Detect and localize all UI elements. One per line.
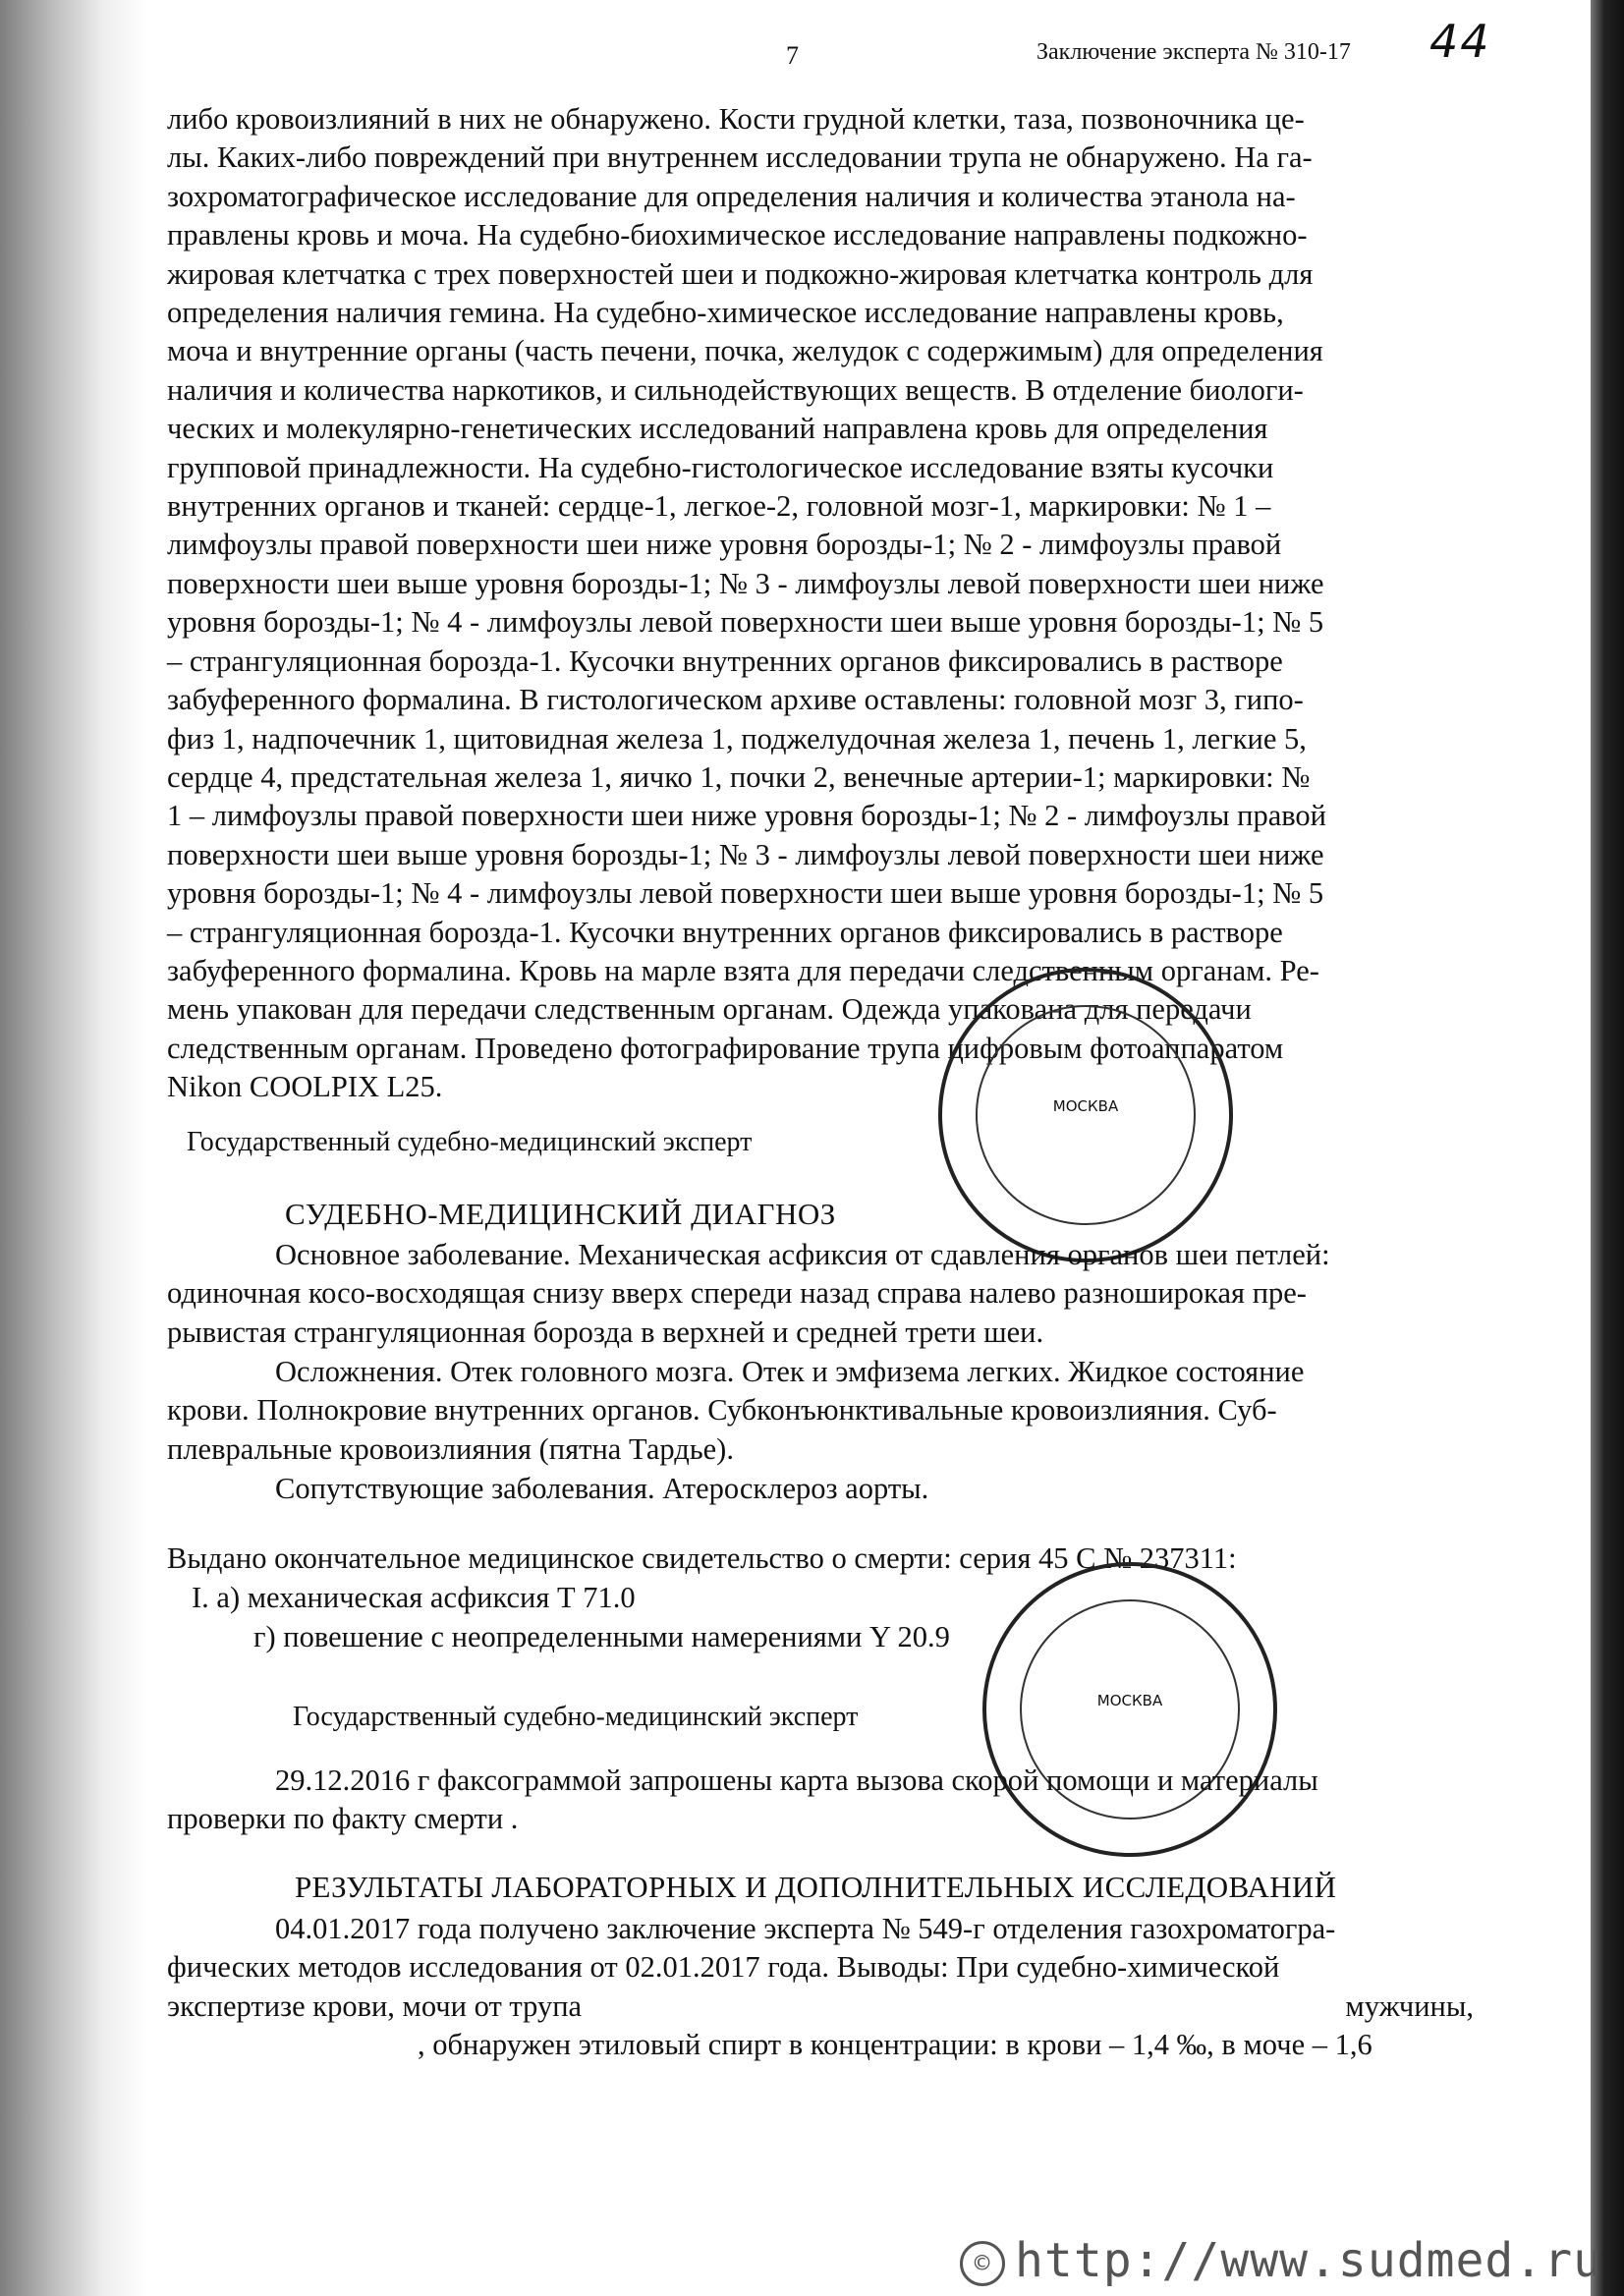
text-line: проверки по факту смерти . (167, 1802, 519, 1836)
text-line: мень упакован для передачи следственным органам. Одежда упакована для передачи (167, 992, 1252, 1027)
text-line: уровня борозды-1; № 4 - лимфоузлы левой поверхности шеи выше уровня борозды-1; № 5 (167, 876, 1324, 911)
text-line: правлены кровь и моча. На судебно-биохимическое исследование направлены подкожно- (167, 218, 1308, 252)
text-line: Основное заболевание. Механическая асфиксия от сдавления органов шеи петлей: (275, 1238, 1330, 1271)
text-line: групповой принадлежности. На судебно-гистологическое исследование взяты кусочки (167, 450, 1274, 484)
official-stamp (938, 968, 1233, 1262)
text-line: Сопутствующие заболевания. Атеросклероз аорты. (275, 1472, 929, 1505)
text-line: Nikon COOLPIX L25. (167, 1070, 443, 1104)
text-line: наличия и количества наркотиков, и сильнодействующих веществ. В отделение биологи- (167, 372, 1304, 407)
certificate-item-a: I. а) механическая асфиксия Т 71.0 (192, 1581, 636, 1614)
text-fragment: мужчины, (1345, 1988, 1474, 2023)
stamp-text: МОСКВА (1096, 1692, 1163, 1709)
text-line: следственным органам. Проведено фотографирование трупа цифровым фотоаппаратом (167, 1031, 1284, 1065)
text-line: определения наличия гемина. На судебно-химическое исследование направлены кровь, (167, 296, 1284, 330)
text-line: лимфоузлы правой поверхности шеи ниже уровня борозды-1; № 2 - лимфоузлы правой (167, 528, 1282, 562)
copyright-icon: © (960, 2241, 1005, 2286)
text-line (167, 1988, 1474, 2026)
text-line: рывистая странгуляционная борозда в верхней и средней трети шеи. (167, 1315, 1044, 1349)
watermark-url: http://www.sudmed.ru (1015, 2233, 1602, 2288)
text-line: уровня борозды-1; № 4 - лимфоузлы левой поверхности шеи выше уровня борозды-1; № 5 (167, 605, 1324, 640)
stamp-text: МОСКВА (1052, 1097, 1119, 1115)
results-paragraph (167, 1910, 1474, 2065)
text-fragment: экспертизе крови, мочи от трупа (167, 1988, 583, 2023)
diagnosis-title: СУДЕБНО-МЕДИЦИНСКИЙ ДИАГНОЗ (285, 1197, 836, 1231)
diagnosis-complications (167, 1353, 1474, 1469)
text-line: – странгуляционная борозда-1. Кусочки внутренних органов фиксировались в растворе (167, 915, 1283, 949)
text-line: внутренних органов и тканей: сердце-1, легкое-2, головной мозг-1, маркировки: № 1 – (167, 489, 1271, 524)
document-title: Заключение эксперта № 310-17 (1036, 39, 1351, 65)
text-line: Выдано окончательное медицинское свидетельство о смерти: серия 45 С № 237311: (167, 1541, 1237, 1575)
diagnosis-main (167, 1236, 1474, 1352)
text-line: одиночная косо-восходящая снизу вверх спереди назад справа налево разноширокая пре- (167, 1276, 1307, 1311)
text-line: 04.01.2017 года получено заключение эксперта № 549-г отделения газохроматогра- (275, 1912, 1336, 1945)
death-certificate-line (167, 1540, 1474, 1578)
handwritten-page-number: 44 (1429, 15, 1491, 68)
page-number: 7 (786, 41, 799, 70)
text-line: моча и внутренние органы (часть печени, почка, желудок с содержимым) для определения (167, 334, 1323, 368)
expert-signature-line-2: Государственный судебно-медицинский эксперт (293, 1702, 859, 1732)
text-line: либо кровоизлияний в них не обнаружено. Кости грудной клетки, таза, позвоночника це- (167, 102, 1305, 136)
text-line: , обнаружен этиловый спирт в концентрации: в крови – 1,4 ‰, в моче – 1,6 (418, 2028, 1372, 2062)
text-line: фических методов исследования от 02.01.2017 года. Выводы: При судебно-химической (167, 1950, 1280, 1985)
certificate-item-g: г) повешение с неопределенными намерениями Y 20.9 (253, 1620, 950, 1653)
text-line: поверхности шеи выше уровня борозды-1; № 3 - лимфоузлы левой поверхности шеи ниже (167, 837, 1324, 871)
text-line: Осложнения. Отек головного мозга. Отек и эмфизема легких. Жидкое состояние (275, 1355, 1305, 1388)
text-line: плевральные кровоизлияния (пятна Тардье). (167, 1431, 734, 1466)
text-line: 1 – лимфоузлы правой поверхности шеи ниже уровня борозды-1; № 2 - лимфоузлы правой (167, 799, 1326, 833)
text-line: сердце 4, предстательная железа 1, яичко 1, почки 2, венечные артерии-1; маркировки: № (167, 759, 1311, 794)
text-line: лы. Каких-либо повреждений при внутреннем исследовании трупа не обнаружено. На га- (167, 140, 1313, 175)
results-title: РЕЗУЛЬТАТЫ ЛАБОРАТОРНЫХ И ДОПОЛНИТЕЛЬНЫХ ИССЛЕДОВАНИЙ (295, 1870, 1337, 1904)
site-watermark (960, 2233, 1602, 2288)
text-line: ческих и молекулярно-генетических исследований направлена кровь для определения (167, 412, 1268, 446)
autopsy-paragraph (167, 100, 1474, 1107)
text-line: зохроматографическое исследование для определения наличия и количества этанола на- (167, 179, 1296, 213)
text-line: 29.12.2016 г факсограммой запрошены карта вызова скорой помощи и материалы (275, 1764, 1318, 1797)
request-paragraph (167, 1762, 1474, 1839)
scan-shadow-right (1591, 0, 1624, 2296)
diagnosis-concomitant (167, 1470, 1474, 1508)
text-line: забуференного формалина. Кровь на марле взята для передачи следственным органам. Ре- (167, 953, 1319, 987)
text-line: поверхности шеи выше уровня борозды-1; № 3 - лимфоузлы левой поверхности шеи ниже (167, 566, 1324, 600)
text-line: забуференного формалина. В гистологическом архиве оставлены: головной мозг 3, гипо- (167, 683, 1304, 717)
text-line: физ 1, надпочечник 1, щитовидная железа 1, поджелудочная железа 1, печень 1, легкие 5, (167, 721, 1307, 756)
expert-signature-line: Государственный судебно-медицинский эксперт (187, 1127, 753, 1157)
text-line: – странгуляционная борозда-1. Кусочки внутренних органов фиксировались в растворе (167, 644, 1283, 678)
text-line: жировая клетчатка с трех поверхностей шеи и подкожно-жировая клетчатка контроль для (167, 256, 1314, 291)
text-line: крови. Полнокровие внутренних органов. Субконъюнктивальные кровоизлияния. Суб- (167, 1393, 1277, 1428)
scan-shadow-left (0, 0, 147, 2296)
